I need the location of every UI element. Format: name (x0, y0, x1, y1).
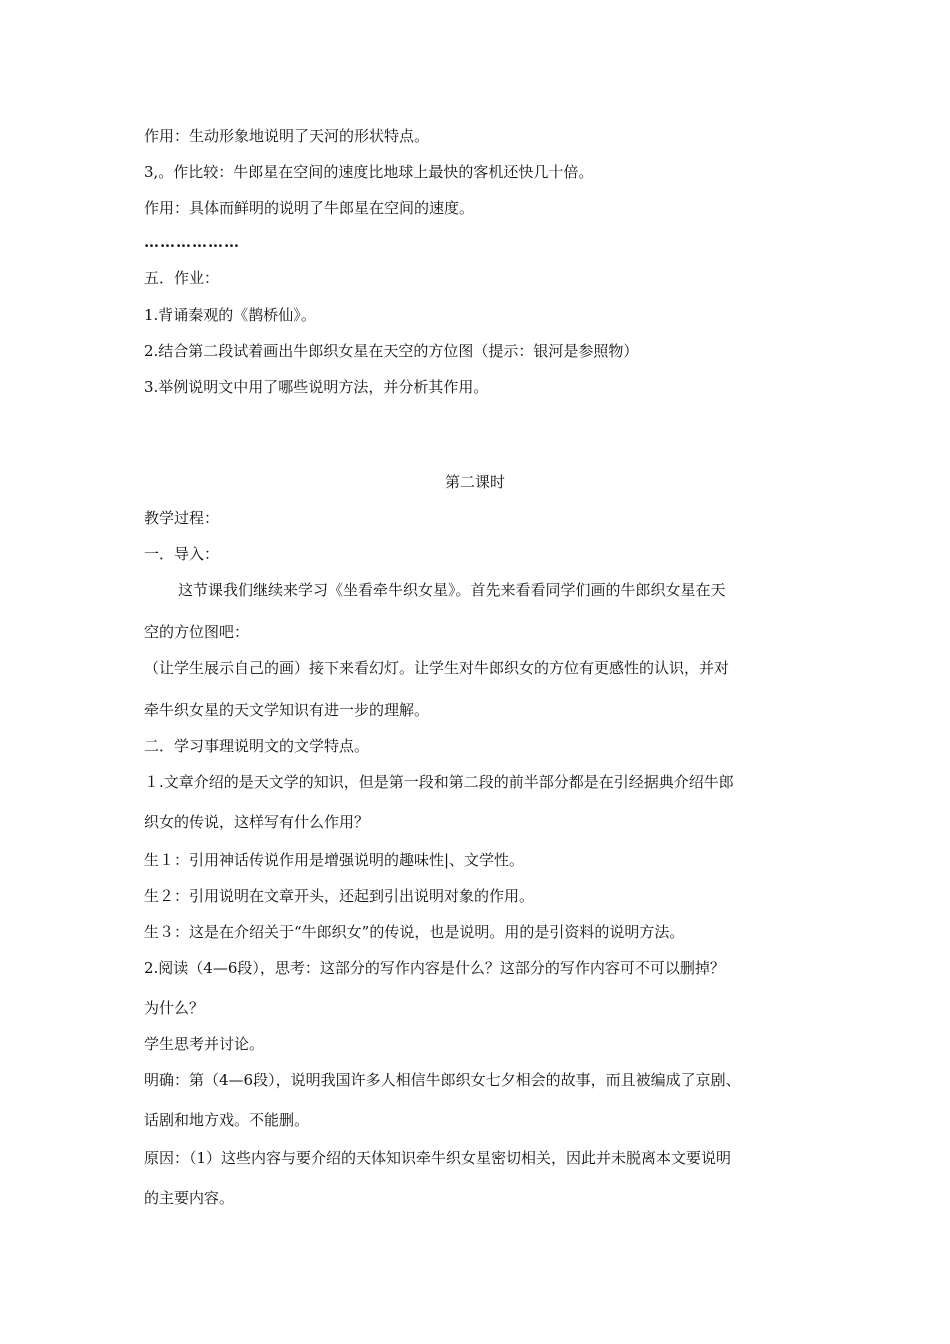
section-heading: 二．学习事理说明文的文学特点。 (144, 737, 370, 755)
section-heading: 一．导入： (144, 545, 220, 563)
paragraph-line: 原因：（1）这些内容与要介绍的天体知识牵牛织女星密切相关，因此并未脱离本文要说明 (144, 1149, 732, 1167)
paragraph-line: 生１：引用神话传说作用是增强说明的趣味性|、文学性。 (144, 851, 525, 869)
paragraph-line: 话剧和地方戏。不能删。 (144, 1111, 310, 1129)
paragraph-line: 这节课我们继续来学习《坐看牵牛织女星》。首先来看看同学们画的牛郎织女星在天 (178, 581, 726, 599)
text-line: 3,。作比较：牛郎星在空间的速度比地球上最快的客机还快几十倍。 (144, 163, 594, 181)
paragraph-line: １.文章介绍的是天文学的知识，但是第一段和第二段的前半部分都是在引经据典介绍牛郎 (144, 773, 734, 791)
list-item: 3.举例说明文中用了哪些说明方法，并分析其作用。 (144, 378, 489, 396)
paragraph-line: 生３：这是在介绍关于“牛郎织女”的传说，也是说明。用的是引资料的说明方法。 (144, 923, 685, 941)
paragraph-line: 牵牛织女星的天文学知识有进一步的理解。 (144, 701, 430, 719)
paragraph-line: （让学生展示自己的画）接下来看幻灯。让学生对牛郎织女的方位有更感性的认识，并对 (144, 659, 730, 677)
text-line: 作用：具体而鲜明的说明了牛郎星在空间的速度。 (144, 199, 475, 217)
paragraph-line: 2.阅读（4—6段），思考：这部分的写作内容是什么？这部分的写作内容可不可以删掉？ (144, 959, 725, 977)
paragraph-line: 生２：引用说明在文章开头，还起到引出说明对象的作用。 (144, 887, 535, 905)
section-heading: 五．作业： (144, 269, 220, 287)
paragraph-line: 学生思考并讨论。 (144, 1035, 265, 1053)
text-line: 教学过程： (144, 509, 220, 527)
ellipsis-line: ……………… (144, 233, 240, 251)
text-line: 作用：生动形象地说明了天河的形状特点。 (144, 127, 430, 145)
list-item: 1.背诵秦观的《鹊桥仙》。 (144, 306, 316, 324)
paragraph-line: 明确：第（4—6段），说明我国许多人相信牛郎织女七夕相会的故事，而且被编成了京剧、 (144, 1071, 741, 1089)
paragraph-line: 为什么？ (144, 999, 205, 1017)
paragraph-line: 织女的传说，这样写有什么作用？ (144, 813, 370, 831)
paragraph-line: 的主要内容。 (144, 1189, 235, 1207)
lesson-title: 第二课时 (444, 473, 505, 491)
paragraph-line: 空的方位图吧： (144, 623, 250, 641)
list-item: 2.结合第二段试着画出牛郎织女星在天空的方位图（提示：银河是参照物） (144, 342, 639, 360)
